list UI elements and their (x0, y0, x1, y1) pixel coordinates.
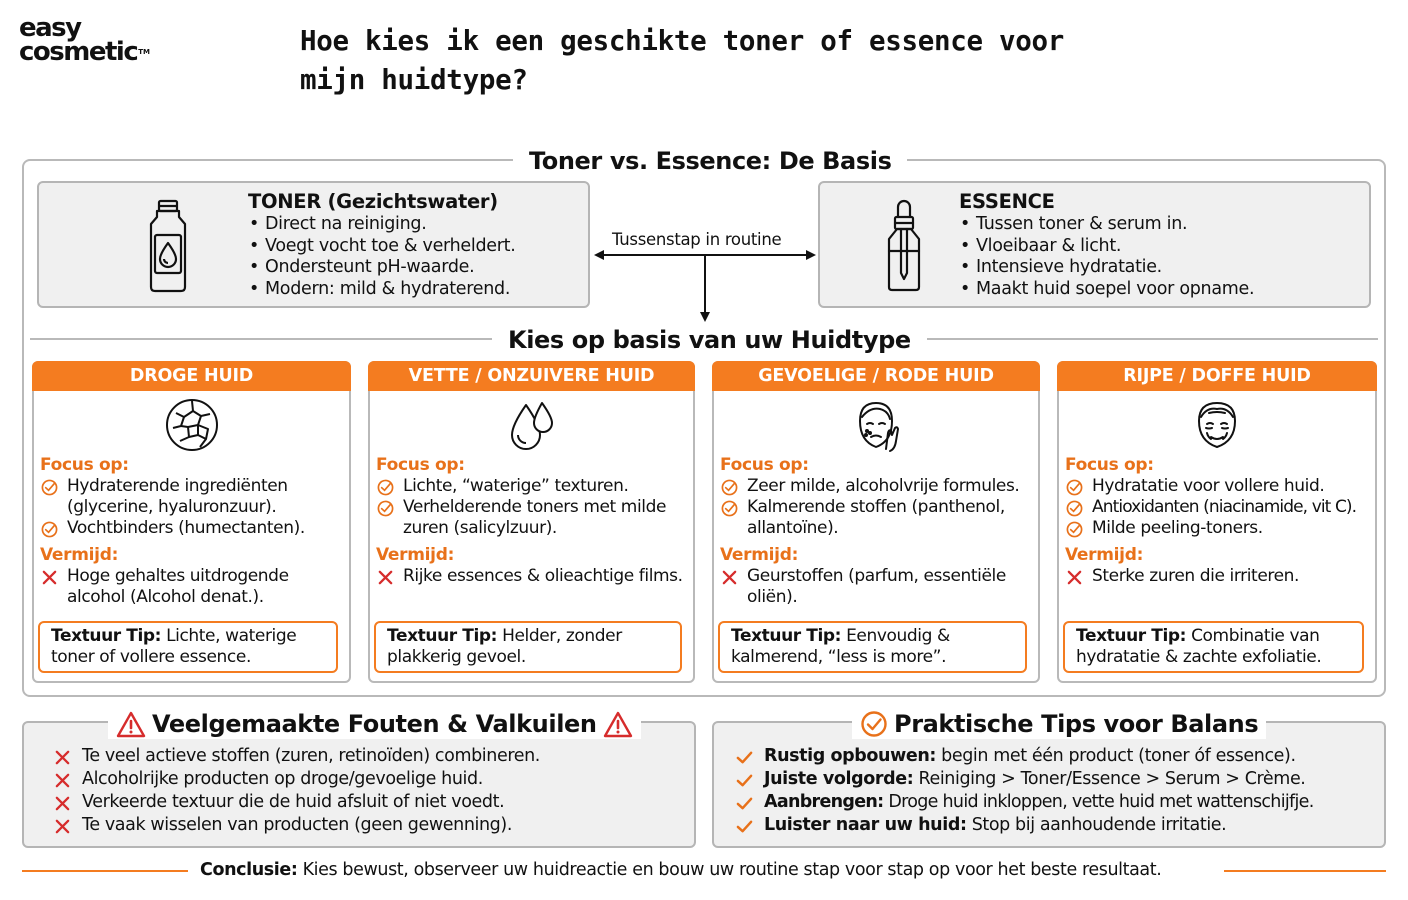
warning-icon (603, 711, 633, 738)
step-label: Tussenstap in routine (612, 230, 782, 249)
check-circle-icon (41, 479, 58, 496)
check-icon (736, 818, 753, 835)
tips-box (712, 710, 1386, 848)
list-item: • Maakt huid soepel voor opname. (959, 279, 1254, 301)
texture-tip: Textuur Tip: Lichte, waterige toner of vollere essence. (38, 621, 338, 673)
essence-heading: ESSENCE (959, 190, 1055, 213)
dropper-bottle-icon (884, 199, 924, 293)
conclusion-divider (22, 870, 188, 872)
toner-bottle-icon (145, 199, 191, 293)
check-circle-icon (1066, 500, 1083, 517)
warning-icon (116, 711, 146, 738)
avoid-list (376, 566, 689, 587)
brand-line-1: easy (19, 13, 81, 43)
avoid-list (40, 566, 345, 608)
check-circle-icon (1066, 521, 1083, 538)
list-item: Zeer milde, alcoholvrije formules. (720, 476, 1034, 497)
focus-list (376, 476, 689, 539)
check-icon (736, 795, 753, 812)
mistakes-box (22, 710, 696, 848)
list-item: Rijke essences & olieachtige films. (376, 566, 689, 587)
texture-tip: Textuur Tip: Eenvoudig & kalmerend, “less is more”. (718, 621, 1027, 673)
check-circle-icon (41, 521, 58, 538)
toner-box (37, 181, 590, 308)
list-item: Hydraterende ingrediënten (glycerine, hyaluronzuur). (40, 476, 345, 518)
brand-line-2: cosmetic™ (19, 37, 150, 67)
list-item: Luister naar uw huid: Stop bij aanhoudende irritatie. (736, 814, 1314, 837)
toner-list (248, 214, 515, 300)
list-item: Geurstoffen (parfum, essentiële oliën). (720, 566, 1034, 608)
list-item: • Modern: mild & hydraterend. (248, 279, 515, 301)
cracked-skin-icon (164, 397, 220, 453)
basis-title: Toner vs. Essence: De Basis (513, 146, 907, 176)
conclusion-divider (1224, 870, 1386, 872)
list-item: Juiste volgorde: Reiniging > Toner/Essence > Serum > Crème. (736, 768, 1314, 791)
list-item: Alcoholrijke producten op droge/gevoelige huid. (54, 768, 540, 791)
skin-header: RIJPE / DOFFE HUID (1057, 361, 1377, 391)
list-item: Sterke zuren die irriteren. (1065, 566, 1371, 587)
avoid-label: Vermijd: (40, 545, 119, 565)
list-item: Milde peeling-toners. (1065, 518, 1371, 539)
list-item: • Direct na reiniging. (248, 214, 515, 236)
list-item: • Intensieve hydratatie. (959, 257, 1254, 279)
list-item: Te veel actieve stoffen (zuren, retinoïden) combineren. (54, 745, 540, 768)
check-circle-icon (1066, 479, 1083, 496)
focus-label: Focus op: (720, 455, 809, 475)
focus-list (40, 476, 345, 539)
check-circle-icon (377, 500, 394, 517)
focus-list (720, 476, 1034, 539)
focus-label: Focus op: (40, 455, 129, 475)
check-circle-icon (721, 479, 738, 496)
list-item: Hydratatie voor vollere huid. (1065, 476, 1371, 497)
skin-header: VETTE / ONZUIVERE HUID (368, 361, 695, 391)
focus-list (1065, 476, 1371, 539)
mistakes-title: Veelgemaakte Fouten & Valkuilen (108, 709, 641, 739)
toner-heading: TONER (Gezichtswater) (248, 190, 498, 213)
list-item: Rustig opbouwen: begin met één product (toner óf essence). (736, 745, 1314, 768)
list-item: • Voegt vocht toe & verheldert. (248, 236, 515, 258)
focus-label: Focus op: (1065, 455, 1154, 475)
cross-icon (54, 795, 71, 812)
cross-icon (721, 569, 738, 586)
avoid-label: Vermijd: (720, 545, 799, 565)
avoid-label: Vermijd: (1065, 545, 1144, 565)
check-circle-icon (721, 500, 738, 517)
check-circle-icon (377, 479, 394, 496)
texture-tip: Textuur Tip: Helder, zonder plakkerig gevoel. (374, 621, 682, 673)
essence-list (959, 214, 1254, 300)
avoid-label: Vermijd: (376, 545, 455, 565)
essence-box (818, 181, 1371, 308)
texture-tip: Textuur Tip: Combinatie van hydratatie & zachte exfoliatie. (1063, 621, 1364, 673)
avoid-list (720, 566, 1034, 608)
check-icon (736, 772, 753, 789)
huidtype-title: Kies op basis van uw Huidtype (492, 325, 927, 355)
focus-label: Focus op: (376, 455, 465, 475)
list-item: Verkeerde textuur die de huid afsluit of niet voedt. (54, 791, 540, 814)
list-item: Antioxidanten (niacinamide, vit C). (1065, 497, 1371, 518)
list-item: Kalmerende stoffen (panthenol, allantoïne). (720, 497, 1034, 539)
cross-icon (54, 818, 71, 835)
cross-icon (1066, 569, 1083, 586)
cross-icon (54, 749, 71, 766)
skin-header: GEVOELIGE / RODE HUID (712, 361, 1040, 391)
cross-icon (377, 569, 394, 586)
sensitive-face-icon (848, 397, 904, 453)
list-item: Verhelderende toners met milde zuren (salicylzuur). (376, 497, 689, 539)
list-item: • Ondersteunt pH-waarde. (248, 257, 515, 279)
cross-icon (41, 569, 58, 586)
avoid-list (1065, 566, 1371, 587)
mature-face-icon (1189, 397, 1245, 453)
check-icon (736, 749, 753, 766)
list-item: • Vloeibaar & licht. (959, 236, 1254, 258)
mistakes-list (54, 745, 540, 837)
check-circle-icon (860, 710, 888, 738)
tips-title: Praktische Tips voor Balans (852, 709, 1266, 739)
skin-header: DROGE HUID (32, 361, 351, 391)
connector-arrows (592, 246, 818, 324)
list-item: • Tussen toner & serum in. (959, 214, 1254, 236)
conclusion: Conclusie: Kies bewust, observeer uw huidreactie en bouw uw routine stap voor stap op voor het beste resultaat. (200, 860, 1162, 880)
page-title: Hoe kies ik een geschikte toner of essence voor mijn huidtype? (300, 25, 1065, 96)
skin-card-rijpe (1057, 361, 1377, 683)
skin-card-droge (32, 361, 351, 683)
brand-logo (19, 13, 179, 68)
cross-icon (54, 772, 71, 789)
trademark: TM (138, 48, 150, 56)
list-item: Hoge gehaltes uitdrogende alcohol (Alcohol denat.). (40, 566, 345, 608)
tips-list (736, 745, 1314, 837)
skin-card-vette (368, 361, 695, 683)
list-item: Lichte, “waterige” texturen. (376, 476, 689, 497)
list-item: Te vaak wisselen van producten (geen gewenning). (54, 814, 540, 837)
oil-drop-icon (504, 397, 560, 453)
list-item: Vochtbinders (humectanten). (40, 518, 345, 539)
list-item: Aanbrengen: Droge huid inkloppen, vette huid met wattenschijfje. (736, 791, 1314, 814)
skin-card-gevoelige (712, 361, 1040, 683)
